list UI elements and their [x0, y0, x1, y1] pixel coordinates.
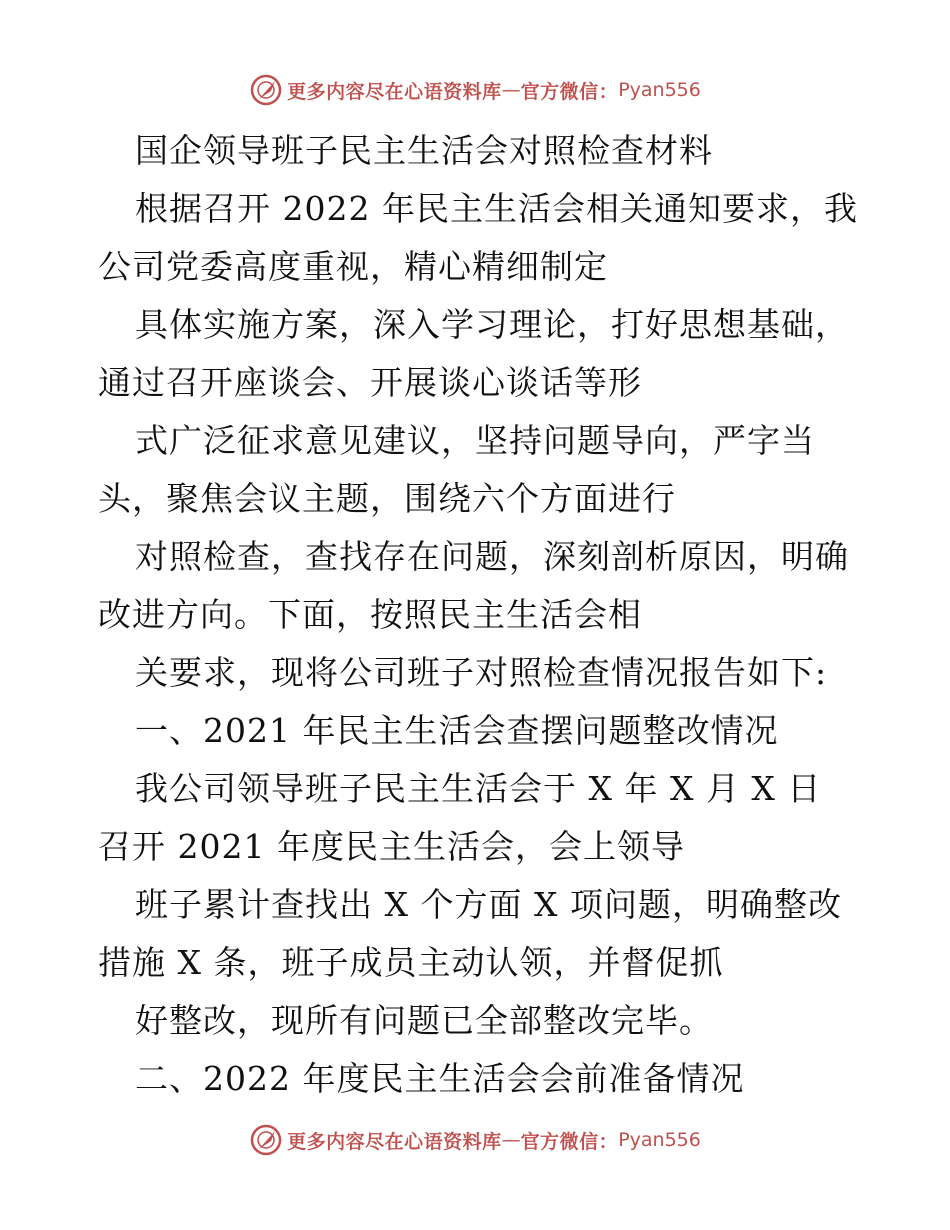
text-line: 一、2021 年民主生活会查摆问题整改情况 [135, 711, 779, 750]
watermark-id: Pyan556 [618, 1129, 701, 1151]
watermark-text: 更多内容尽在心语资料库 [287, 1130, 502, 1153]
text-line: 二、2022 年度民主生活会会前准备情况 [135, 1059, 745, 1098]
text-line: 通过召开座谈会、开展谈心谈话等形 [98, 363, 642, 402]
text-line: 对照检查，查找存在问题，深刻剖析原因，明确 [135, 537, 849, 576]
text-line: 根据召开 2022 年民主生活会相关通知要求，我 [135, 189, 858, 228]
text-line: 式广泛征求意见建议，坚持问题导向，严字当 [135, 421, 815, 460]
quill-circle-logo [249, 73, 283, 107]
text-line: 好整改，现所有问题已全部整改完毕。 [135, 1001, 713, 1040]
text-line: 国企领导班子民主生活会对照检查材料 [135, 131, 713, 170]
watermark-dash: — [501, 1129, 521, 1151]
text-line: 改进方向。下面，按照民主生活会相 [98, 595, 642, 634]
text-line: 公司党委高度重视，精心精细制定 [98, 247, 608, 286]
watermark-contact: 官方微信： [520, 80, 619, 103]
document-body [98, 122, 858, 1108]
footer-watermark [0, 1120, 950, 1160]
text-line: 关要求，现将公司班子对照检查情况报告如下: [135, 653, 828, 692]
text-line: 班子累计查找出 X 个方面 X 项问题，明确整改 [135, 885, 842, 924]
text-line: 我公司领导班子民主生活会于 X 年 X 月 X 日 [135, 769, 822, 808]
watermark-contact: 官方微信： [520, 1130, 619, 1153]
text-line: 头，聚焦会议主题，围绕六个方面进行 [98, 479, 676, 518]
watermark-dash: — [501, 79, 521, 101]
watermark-id: Pyan556 [618, 79, 701, 101]
header-watermark [0, 70, 950, 110]
text-line: 召开 2021 年度民主生活会，会上领导 [98, 827, 685, 866]
watermark-text: 更多内容尽在心语资料库 [287, 80, 502, 103]
quill-circle-logo [249, 1123, 283, 1157]
text-line: 具体实施方案，深入学习理论，打好思想基础， [135, 305, 849, 344]
text-line: 措施 X 条，班子成员主动认领，并督促抓 [98, 943, 724, 982]
